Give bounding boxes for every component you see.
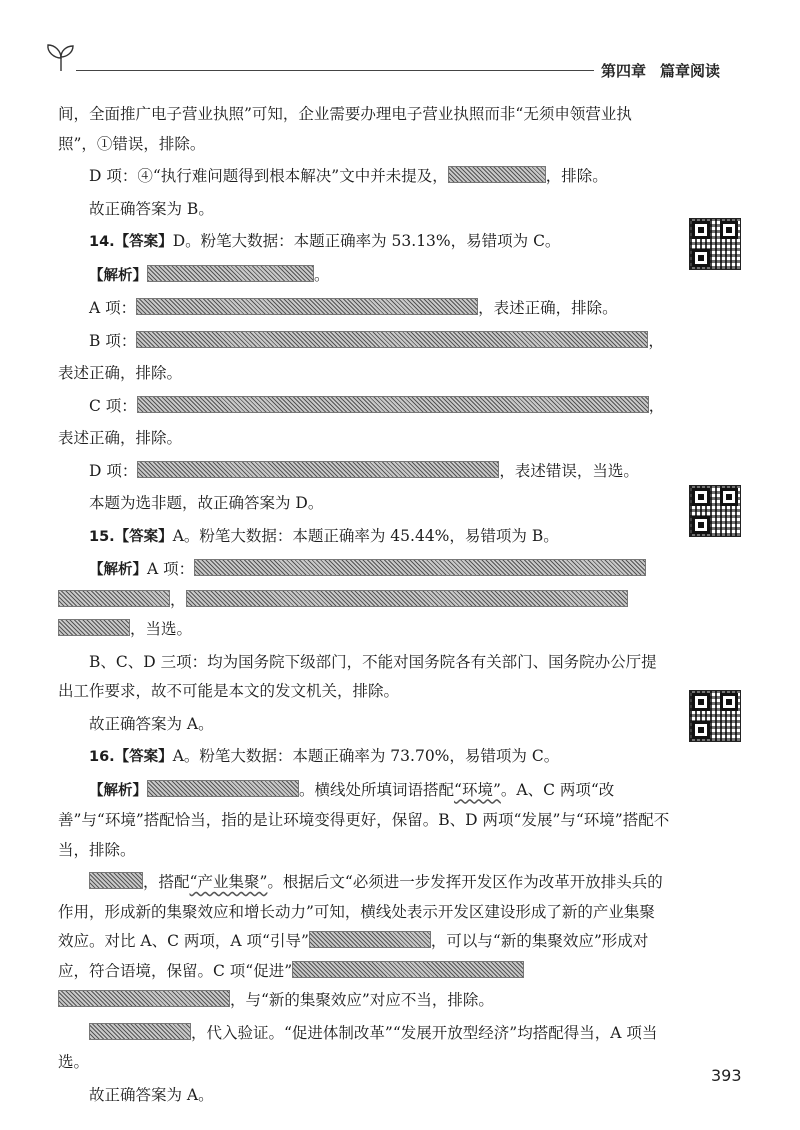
header-rule (76, 70, 594, 71)
analysis-15: 【解析】A 项：，，当选。 (58, 555, 670, 645)
redacted-text (58, 590, 170, 607)
option-d-14: D 项： ，表述错误，当选。 (89, 461, 639, 480)
redacted-text (147, 265, 314, 282)
chapter-title: 篇章阅读 (660, 62, 721, 80)
answer-line-16: 16.【答案】A。粉笔大数据：本题正确率为 73.70%，易错项为 C。 (89, 747, 560, 765)
paragraph: 故正确答案为 B。 (89, 199, 214, 218)
redacted-text (89, 1023, 191, 1040)
paragraph: 间，全面推广电子营业执照”可知，企业需要办理电子营业执照而非“无须申领营业执照”，①错误，排除。 (58, 105, 632, 153)
sprout-icon (44, 42, 78, 72)
conclusion-16: 故正确答案为 A。 (89, 1085, 214, 1104)
chapter-label: 第四章 (601, 62, 647, 80)
option-a-14: A 项： ，表述正确，排除。 (89, 299, 618, 317)
paragraph-16-3: ，代入验证。“促进体制改革”“发展开放型经济”均搭配得当，A 项当选。 (58, 1023, 658, 1071)
redacted-text (136, 298, 478, 315)
redacted-text (309, 931, 431, 948)
answer-line-14: 14.【答案】D。粉笔大数据：本题正确率为 53.13%，易错项为 C。 (89, 232, 561, 250)
redacted-text (58, 990, 230, 1007)
qr-code-icon (689, 485, 741, 537)
analysis-16: 【解析】 。横线处所填词语搭配“环境”。A、C 两项“改善”与“环境”搭配恰当，指的是让环境变得更好，保留。B、D 两项“发展”与“环境”搭配不当，排除。 (58, 780, 670, 859)
conclusion-15: 故正确答案为 A。 (89, 714, 214, 733)
paragraph: D 项：④“执行难问题得到根本解决”文中并未提及， ，排除。 (89, 167, 608, 185)
analysis-14: 【解析】 。 (89, 265, 330, 284)
qr-code-icon (689, 218, 741, 270)
page-number: 393 (711, 1066, 742, 1085)
redacted-text (136, 331, 648, 348)
redacted-text (194, 559, 646, 576)
chapter-heading (601, 60, 720, 81)
page-header (0, 0, 800, 80)
option-c-14-cont: 表述正确，排除。 (58, 429, 183, 447)
conclusion-14: 本题为选非题，故正确答案为 D。 (89, 494, 324, 512)
option-c-14: C 项： ， (89, 396, 665, 415)
redacted-text (89, 872, 143, 889)
redacted-text (186, 590, 628, 607)
paragraph-16-2: ，搭配“产业集聚”。根据后文“必须进一步发挥开发区作为改革开放排头兵的作用，形成新的集聚效应和增长动力”可知，横线处表示开发区建设形成了新的产业集聚效应。对比 A、C 两项，A 项“引导” ，可以与“新的集聚效应”形成对应，符合语境，保留。C 项“促进”，与“新的集聚效应”对应不当，排除。 (58, 873, 663, 1009)
redacted-text (58, 619, 130, 636)
redacted-text (137, 461, 499, 478)
option-b-14-cont: 表述正确，排除。 (58, 364, 183, 382)
body-text (58, 100, 670, 1113)
answer-line-15: 15.【答案】A。粉笔大数据：本题正确率为 45.44%，易错项为 B。 (89, 526, 559, 545)
option-b-14: B 项： ， (89, 331, 664, 350)
redacted-text (292, 961, 524, 978)
redacted-text (448, 166, 546, 183)
options-bcd-15: B、C、D 三项：均为国务院下级部门，不能对国务院各有关部门、国务院办公厅提出工作要求，故不可能是本文的发文机关，排除。 (58, 652, 657, 700)
redacted-text (147, 780, 299, 797)
redacted-text (137, 396, 649, 413)
qr-code-icon (689, 690, 741, 742)
